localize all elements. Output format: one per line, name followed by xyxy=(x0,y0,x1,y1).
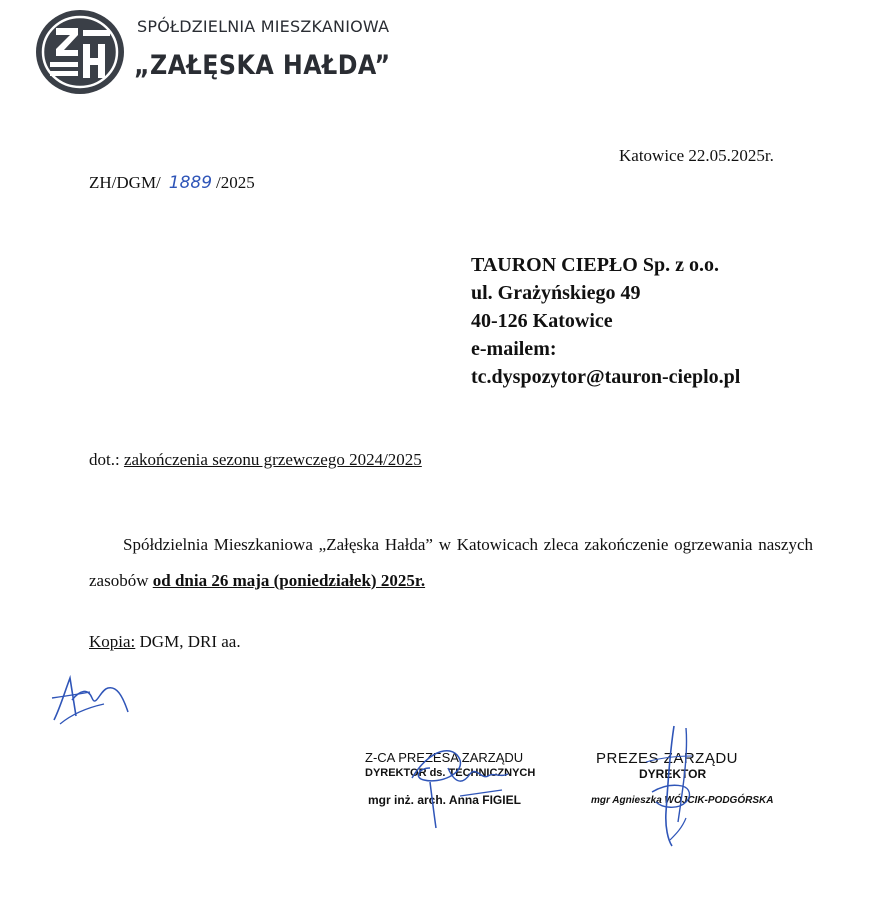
handwritten-initials xyxy=(46,668,146,728)
recipient-city: 40-126 Katowice xyxy=(471,310,613,332)
zh-monogram-logo xyxy=(34,8,126,96)
recipient-address xyxy=(471,251,740,391)
stamp-left-title: Z-CA PREZESA ZARZĄDU xyxy=(365,750,524,765)
subject-line xyxy=(89,450,422,470)
stamp-left-name: mgr inż. arch. Anna FIGIEL xyxy=(368,793,521,807)
body-text: Spółdzielnia Mieszkaniowa „Załęska Hałda” w Katowicach zleca zakończenie ogrzewania naszych zasobów xyxy=(89,535,813,590)
recipient-company: TAURON CIEPŁO Sp. z o.o. xyxy=(471,254,719,276)
body-emphasis-date: od dnia 26 maja (poniedziałek) 2025r. xyxy=(152,571,426,590)
body-paragraph xyxy=(89,527,813,599)
recipient-street: ul. Grażyńskiego 49 xyxy=(471,282,641,304)
reference-prefix: ZH/DGM/ xyxy=(89,173,161,192)
reference-suffix: /2025 xyxy=(216,173,255,192)
stamp-right-title: PREZES ZARZĄDU xyxy=(596,750,739,767)
copy-label: Kopia: xyxy=(89,632,136,651)
org-name-line2: „ZAŁĘSKA HAŁDA” xyxy=(134,50,391,81)
subject-label: dot.: xyxy=(89,450,120,469)
signature-right xyxy=(630,722,720,852)
reference-number xyxy=(89,173,255,193)
stamp-left-position: DYREKTOR ds. TECHNICZNYCH xyxy=(365,767,536,779)
stamp-right-name: mgr Agnieszka WÓJCIK-PODGÓRSKA xyxy=(591,795,774,806)
org-name-line1: SPÓŁDZIELNIA MIESZKANIOWA xyxy=(137,17,390,36)
copy-line xyxy=(89,632,241,652)
recipient-email: tc.dyspozytor@tauron-cieplo.pl xyxy=(471,366,741,388)
stamp-right-position: DYREKTOR xyxy=(639,767,707,781)
copy-recipients: DGM, DRI aa. xyxy=(139,632,241,651)
place-date: Katowice 22.05.2025r. xyxy=(619,146,774,165)
subject-text: zakończenia sezonu grzewczego 2024/2025 xyxy=(123,450,422,469)
recipient-email-label: e-mailem: xyxy=(471,338,557,360)
reference-handwritten-number: 1889 xyxy=(168,173,213,193)
